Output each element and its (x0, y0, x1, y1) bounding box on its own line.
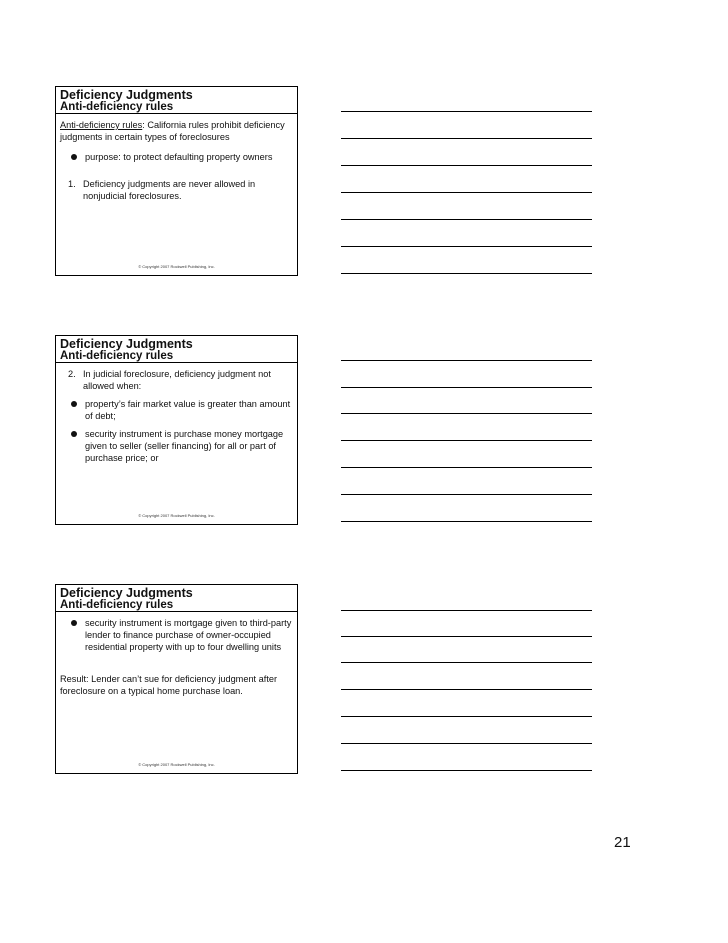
page-number: 21 (614, 834, 631, 851)
slide-2 (55, 335, 298, 525)
note-line (341, 111, 592, 112)
bullet-text: purpose: to protect defaulting property owners (85, 152, 273, 162)
copyright-notice: © Copyright 2007 Rockwell Publishing, Inc. (138, 762, 215, 767)
note-line (341, 716, 592, 717)
intro-term: Anti-deficiency rules (60, 120, 143, 130)
note-line (341, 494, 592, 495)
numbered-item (60, 368, 293, 392)
note-line (341, 165, 592, 166)
slide-body (56, 612, 297, 697)
slide-subtitle: Anti-deficiency rules (60, 350, 174, 362)
note-line (341, 467, 592, 468)
slide-title: Deficiency Judgments (60, 337, 193, 351)
bullet-marker (70, 151, 85, 163)
note-line (341, 610, 592, 611)
note-line (341, 387, 592, 388)
bullet-dot-icon (71, 401, 77, 407)
note-line (341, 413, 592, 414)
result-paragraph: Result: Lender can’t sue for deficiency judgment after foreclosure on a typical home purchase loan. (60, 674, 278, 696)
note-line (341, 138, 592, 139)
slide-header (56, 87, 297, 114)
slide-body (56, 363, 297, 464)
note-line (341, 662, 592, 663)
bullet-marker (70, 398, 85, 410)
bullet-item (60, 428, 293, 464)
note-line (341, 246, 592, 247)
bullet-dot-icon (71, 154, 77, 160)
bullet-marker (70, 617, 85, 629)
number-marker: 2. (68, 369, 76, 379)
bullet-item (60, 617, 293, 653)
slide-header (56, 585, 297, 612)
bullet-item (60, 151, 293, 163)
note-line (341, 770, 592, 771)
bullet-text: property’s fair market value is greater than amount of debt; (85, 399, 291, 421)
slide-3 (55, 584, 298, 774)
note-line (341, 219, 592, 220)
note-line (341, 636, 592, 637)
slide-header (56, 336, 297, 363)
slide-subtitle: Anti-deficiency rules (60, 101, 174, 113)
bullet-marker (70, 428, 85, 440)
number-marker: 1. (68, 179, 76, 189)
slide-title: Deficiency Judgments (60, 586, 193, 600)
slide-subtitle: Anti-deficiency rules (60, 599, 174, 611)
numbered-item (60, 178, 293, 202)
numbered-text: Deficiency judgments are never allowed in nonjudicial foreclosures. (83, 179, 256, 201)
copyright-notice: © Copyright 2007 Rockwell Publishing, Inc. (138, 264, 215, 269)
note-line (341, 192, 592, 193)
intro-text: : California rules prohibit deficiency judgments in certain types of foreclosures (60, 120, 285, 142)
slide-title: Deficiency Judgments (60, 88, 193, 102)
note-line (341, 521, 592, 522)
bullet-dot-icon (71, 431, 77, 437)
slide-body (56, 114, 297, 202)
copyright-notice: © Copyright 2007 Rockwell Publishing, Inc. (138, 513, 215, 518)
bullet-item (60, 398, 293, 422)
slide-1 (55, 86, 298, 276)
note-line (341, 743, 592, 744)
bullet-dot-icon (71, 620, 77, 626)
bullet-text: security instrument is mortgage given to third-party lender to finance purchase of owner-occupied residential property with up to four dwelling units (85, 618, 292, 652)
note-line (341, 440, 592, 441)
bullet-text: security instrument is purchase money mortgage given to seller (seller financing) for all or part of purchase price; or (85, 429, 284, 463)
note-line (341, 273, 592, 274)
note-line (341, 689, 592, 690)
numbered-text: In judicial foreclosure, deficiency judgment not allowed when: (83, 369, 271, 391)
note-line (341, 360, 592, 361)
intro-paragraph (60, 119, 293, 143)
